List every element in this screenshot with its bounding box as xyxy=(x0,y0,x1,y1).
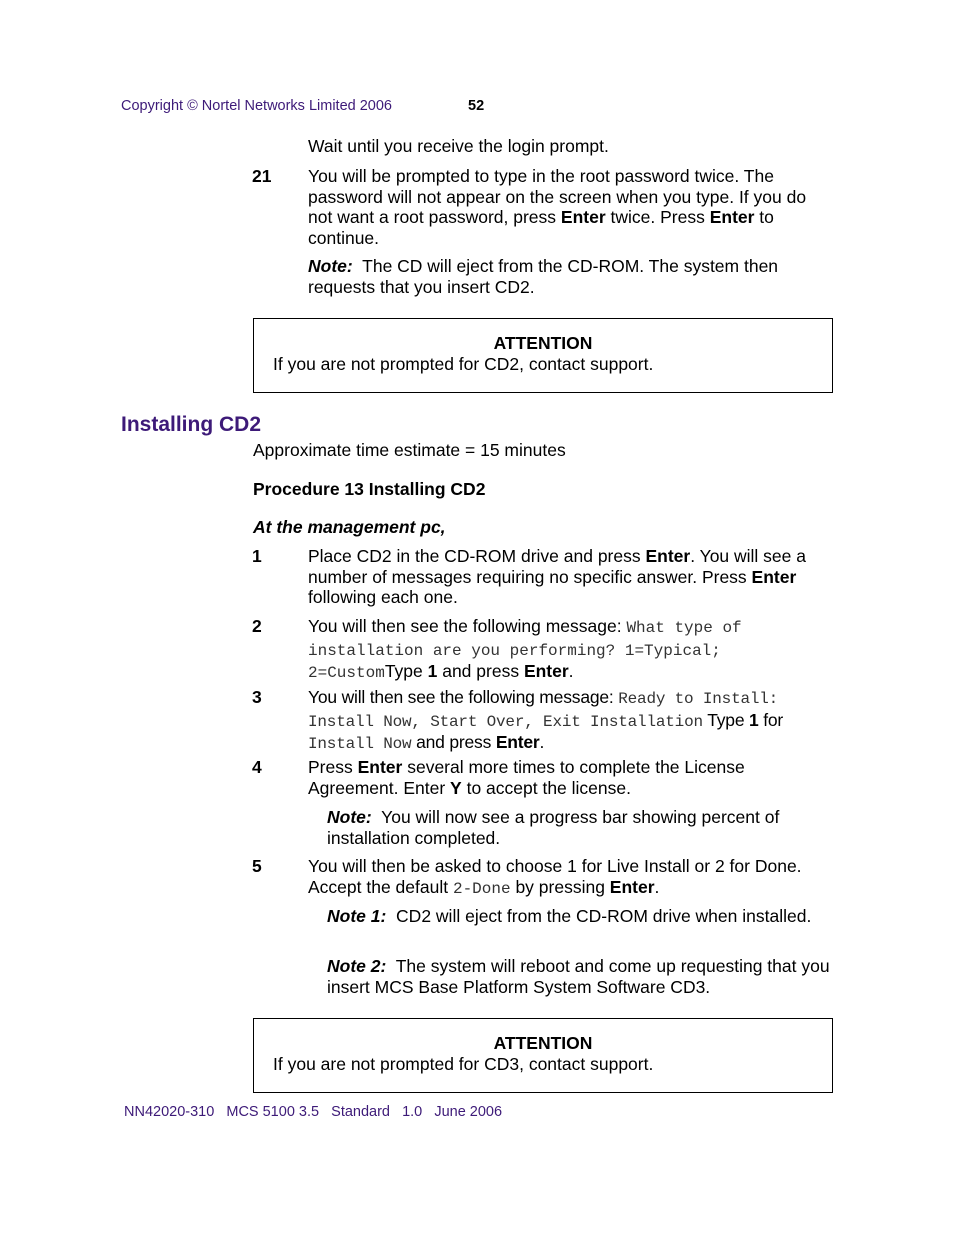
attention-title: ATTENTION xyxy=(493,333,593,353)
document-footer: NN42020-310 MCS 5100 3.5 Standard 1.0 June 2006 xyxy=(124,1104,503,1120)
attention-title: ATTENTION xyxy=(493,1033,593,1053)
step-4-text: Press Enter several more times to complete the License Agreement. Enter Y to accept the license. xyxy=(308,757,745,798)
step-number-5: 5 xyxy=(252,856,262,876)
procedure-context: At the management pc, xyxy=(253,517,446,537)
step-number-2: 2 xyxy=(252,616,262,636)
step-number-21: 21 xyxy=(252,166,272,186)
step-2-text: You will then see the following message: What type of installation are you performing? 1=Typical; 2=CustomType 1 and press Enter. xyxy=(308,616,742,682)
copyright-header: Copyright © Nortel Networks Limited 2006 xyxy=(121,98,392,114)
step-3-text: You will then see the following message: Ready to Install: Install Now, Start Over, Exit Installation Type 1 for Install Now and press Enter. xyxy=(308,687,784,753)
time-estimate: Approximate time estimate = 15 minutes xyxy=(253,440,566,460)
step-1-text: Place CD2 in the CD-ROM drive and press Enter. You will see a number of messages requiring no specific answer. Press Enter following each one. xyxy=(308,546,806,607)
step-4-note: Note: You will now see a progress bar showing percent of installation completed. xyxy=(327,807,780,848)
step-5-note-2: Note 2: The system will reboot and come up requesting that you insert MCS Base Platform System Software CD3. xyxy=(327,956,830,997)
step-5-note-1: Note 1: CD2 will eject from the CD-ROM drive when installed. xyxy=(327,906,812,926)
step-number-1: 1 xyxy=(252,546,262,566)
page-number: 52 xyxy=(468,98,485,114)
attention-text: If you are not prompted for CD3, contact support. xyxy=(273,1054,654,1074)
procedure-title: Procedure 13 Installing CD2 xyxy=(253,479,486,499)
step-21-text: You will be prompted to type in the root password twice. The password will not appear on the screen when you type. If you do not want a root password, press Enter twice. Press Enter to continue. xyxy=(308,166,807,248)
step-20-continuation: Wait until you receive the login prompt. xyxy=(308,136,609,156)
step-21-note: Note: The CD will eject from the CD-ROM. The system then requests that you insert CD2. xyxy=(308,256,779,297)
step-number-4: 4 xyxy=(252,757,262,777)
step-number-3: 3 xyxy=(252,687,262,707)
attention-box-cd3 xyxy=(253,1018,833,1093)
step-5-text: You will then be asked to choose 1 for Live Install or 2 for Done. Accept the default 2-Done by pressing Enter. xyxy=(308,856,802,898)
attention-text: If you are not prompted for CD2, contact support. xyxy=(273,354,654,374)
attention-box-cd2 xyxy=(253,318,833,393)
section-heading: Installing CD2 xyxy=(121,413,262,436)
